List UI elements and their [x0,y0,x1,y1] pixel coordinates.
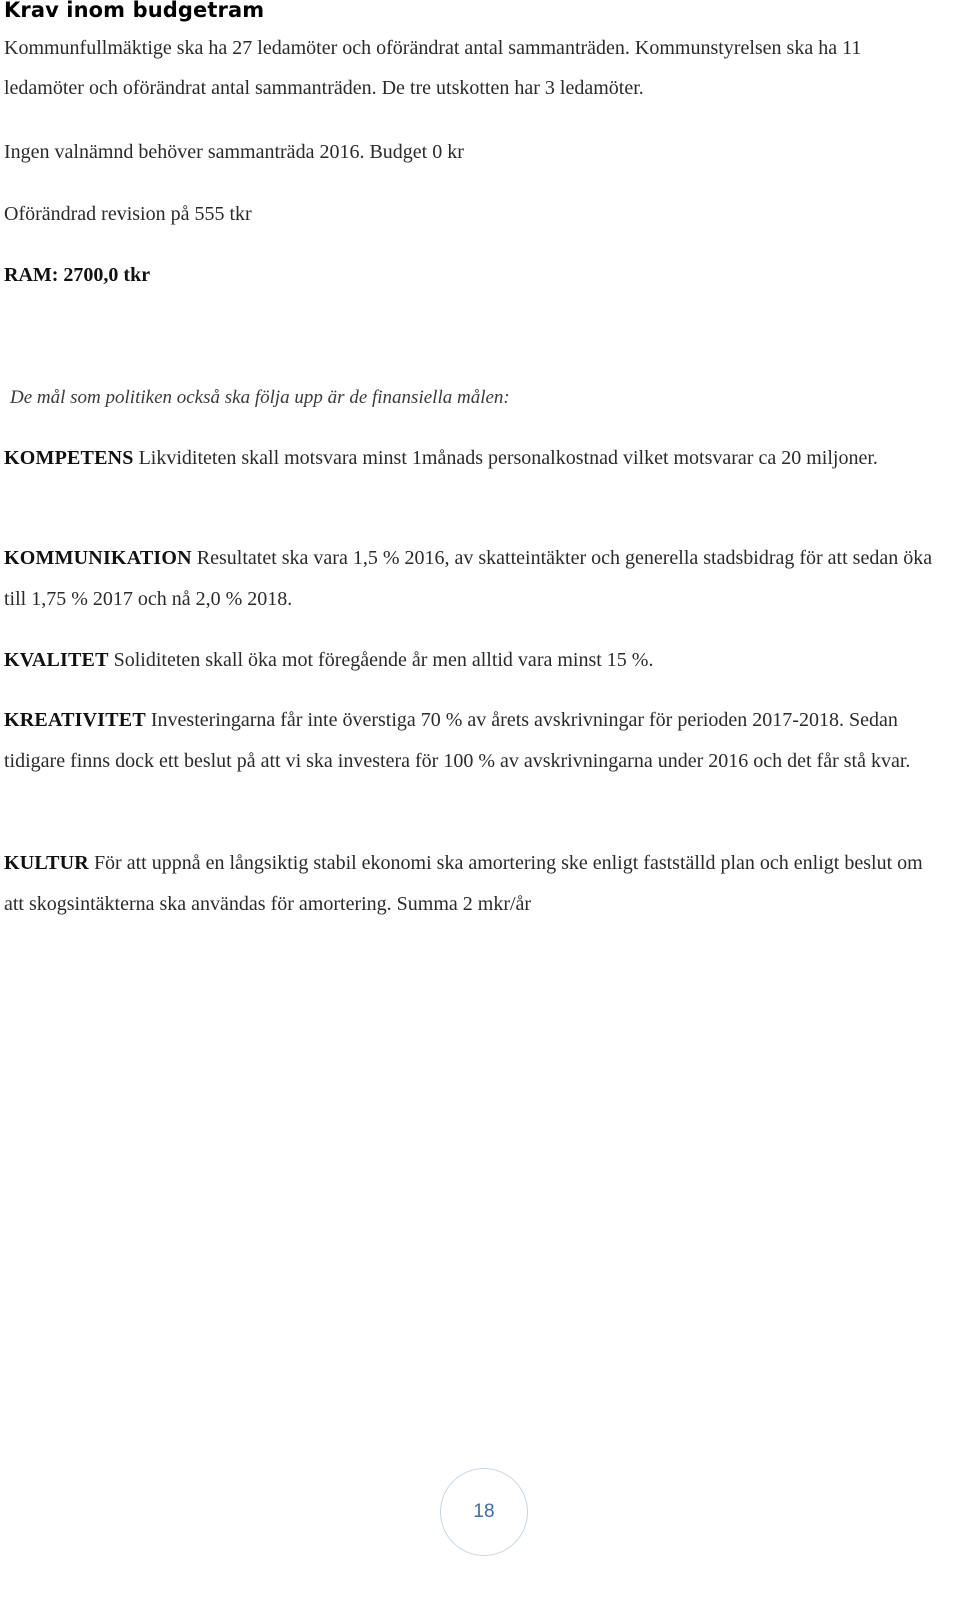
goal-kompetens [4,438,944,479]
page-number: 18 [440,1468,528,1556]
goal-keyword: KOMMUNIKATION [4,547,192,569]
goal-text: Soliditeten skall öka mot föregående år men alltid vara minst 15 %. [108,649,654,671]
revision-paragraph: Oförändrad revision på 555 tkr [4,203,252,225]
goal-kultur [4,843,944,925]
goal-text: Resultatet ska vara 1,5 % 2016, av skatteintäkter och generella stadsbidrag för att sedan öka till 1,75 % 2017 och nå 2,0 % 2018. [4,547,933,610]
valnamnd-paragraph: Ingen valnämnd behöver sammanträda 2016. Budget 0 kr [4,141,464,163]
ram-paragraph: RAM: 2700,0 tkr [4,264,151,286]
goal-text: Investeringarna får inte överstiga 70 % av årets avskrivningar för perioden 2017-2018. Sedan tidigare finns dock ett beslut på att vi ska investera för 100 % av avskrivningarna under 2016 och det får stå kvar. [4,709,911,772]
goal-text: För att uppnå en långsiktig stabil ekonomi ska amortering ske enligt fastställd plan och enligt beslut om att skogsintäkterna ska användas för amortering. Summa 2 mkr/år [4,852,923,915]
goal-text: Likviditeten skall motsvara minst 1månads personalkostnad vilket motsvarar ca 20 miljoner. [133,447,878,469]
section-heading: Krav inom budgetram [4,0,265,22]
goal-keyword: KVALITET [4,649,109,671]
goal-kreativitet [4,700,944,782]
goal-keyword: KOMPETENS [4,447,134,469]
goal-keyword: KREATIVITET [4,709,146,731]
goal-keyword: KULTUR [4,852,89,874]
goal-kommunikation [4,538,944,620]
intro-paragraph: Kommunfullmäktige ska ha 27 ledamöter och oförändrat antal sammanträden. Kommunstyrelsen ska ha 11 ledamöter och oförändrat antal sammanträden. De tre utskotten har 3 ledamöter. [4,37,862,99]
goal-kvalitet [4,640,944,681]
goals-intro-paragraph: De mål som politiken också ska följa upp är de finansiella målen: [10,387,510,408]
